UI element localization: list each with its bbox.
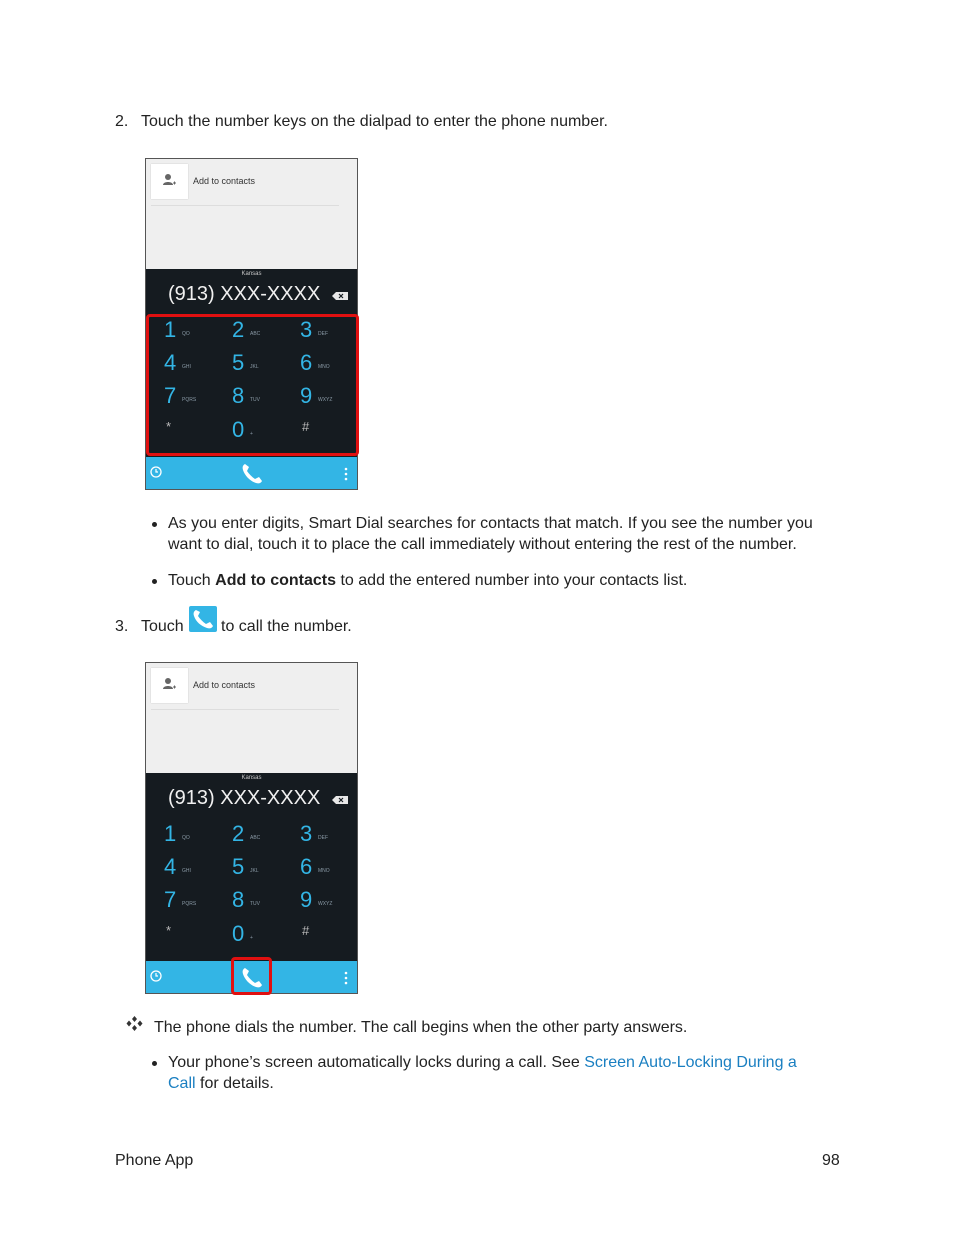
- dialpad-key: [232, 854, 292, 884]
- overflow-menu-icon: [344, 467, 348, 481]
- phone-call-icon: [239, 461, 265, 487]
- clock-icon: [150, 970, 162, 982]
- dialpad-letters: QO: [182, 835, 190, 841]
- add-contact-icon: [162, 677, 176, 691]
- diamond-bullet-icon: [126, 1016, 143, 1031]
- dialpad-digit: 6: [300, 854, 313, 879]
- dialpad-digit: 5: [232, 854, 245, 879]
- add-to-contacts-label: Add to contacts: [193, 176, 256, 186]
- call-button-highlight: [231, 957, 272, 995]
- dialpad-key: [300, 921, 358, 951]
- page-number: 98: [822, 1152, 840, 1169]
- overflow-menu-icon: [344, 971, 348, 985]
- dialpad-key: [300, 854, 358, 884]
- dialpad-digit: 7: [164, 887, 177, 912]
- location-label: Kansas: [241, 271, 262, 277]
- contacts-area: [146, 159, 357, 269]
- add-contact-card: [151, 668, 188, 703]
- dialpad-letters: GHI: [182, 364, 191, 370]
- dialpad-letters: TUV: [250, 901, 260, 907]
- bullet: [152, 522, 157, 527]
- dialpad-digit: 8: [232, 887, 245, 912]
- dialpad-letters: JKL: [250, 364, 259, 370]
- dialpad-letters: ABC: [250, 331, 261, 337]
- bullet-text: Call for details.: [168, 1075, 274, 1092]
- phone-call-icon: [189, 606, 217, 632]
- dialpad-digit: #: [302, 419, 310, 434]
- dialpad-letters: MNO: [318, 868, 330, 874]
- dialpad-digit: 0: [232, 417, 245, 442]
- dialpad-digit: 9: [300, 383, 313, 408]
- step-text: Touch the number keys on the dialpad to enter the phone number.: [141, 113, 608, 130]
- dialer-screenshot: [145, 662, 358, 994]
- dialpad-letters: +: [250, 935, 253, 941]
- dialpad-digit: 1: [164, 821, 177, 846]
- add-contact-icon: [162, 173, 176, 187]
- dialpad-digit: 5: [232, 350, 245, 375]
- dialpad-digit: 0: [232, 921, 245, 946]
- dialpad-digit: 8: [232, 383, 245, 408]
- dialpad-letters: +: [250, 431, 253, 437]
- step-number: 2.: [115, 113, 129, 130]
- dialpad-key: [232, 821, 292, 851]
- dialpad-letters: PQRS: [182, 397, 197, 403]
- dialpad-key: [232, 887, 292, 917]
- dialpad-digit: *: [166, 923, 172, 938]
- add-to-contacts-label: Add to contacts: [193, 680, 256, 690]
- dialpad-letters: WXYZ: [318, 397, 333, 403]
- screen-auto-locking-link[interactable]: Call: [168, 1075, 196, 1092]
- dialpad-digit: 6: [300, 350, 313, 375]
- dialpad-digit: 3: [300, 821, 313, 846]
- dialpad-digit: #: [302, 923, 310, 938]
- dialpad-letters: MNO: [318, 364, 330, 370]
- dialpad-digit: 4: [164, 854, 177, 879]
- dialpad-letters: ABC: [250, 835, 261, 841]
- backspace-icon: [332, 796, 348, 804]
- dialpad-letters: DEF: [318, 331, 328, 337]
- dialpad-digit: 2: [232, 317, 245, 342]
- step-number: 3.: [115, 618, 129, 635]
- dialpad-digit: 4: [164, 350, 177, 375]
- footer-section: Phone App: [115, 1152, 194, 1169]
- dialpad-digit: 7: [164, 383, 177, 408]
- dialpad-letters: DEF: [318, 835, 328, 841]
- step-text: to call the number.: [221, 618, 352, 635]
- dialed-number: (913) XXX-XXXX: [168, 787, 321, 809]
- add-contact-card: [151, 164, 188, 199]
- bullet-text: As you enter digits, Smart Dial searches for contacts that match. If you see the number you: [168, 515, 813, 532]
- dialed-number: (913) XXX-XXXX: [168, 283, 321, 305]
- dialpad-key: [164, 854, 224, 884]
- dialpad-key: [164, 887, 224, 917]
- dialpad-letters: GHI: [182, 868, 191, 874]
- dialpad-letters: QO: [182, 331, 190, 337]
- add-to-contacts-term: Add to contacts: [215, 572, 337, 589]
- bullet-text: Touch Add to contacts to add the entered number into your contacts list.: [168, 572, 688, 589]
- dialpad-key: [164, 921, 224, 951]
- action-bar: [146, 457, 357, 490]
- dialpad-digit: 1: [164, 317, 177, 342]
- bullet-text: Your phone’s screen automatically locks during a call. See Screen Auto-Locking During a: [168, 1054, 797, 1071]
- contacts-area: [146, 663, 357, 773]
- dialpad-digit: 2: [232, 821, 245, 846]
- dialpad-digit: 9: [300, 887, 313, 912]
- dialpad-letters: JKL: [250, 868, 259, 874]
- screen-auto-locking-link[interactable]: Screen Auto-Locking During a: [584, 1054, 797, 1071]
- location-label: Kansas: [241, 775, 262, 781]
- dialpad-key: [300, 887, 358, 917]
- dialpad-digit: *: [166, 419, 172, 434]
- dialpad-digit: 3: [300, 317, 313, 342]
- divider: [151, 709, 339, 710]
- dialpad-letters: WXYZ: [318, 901, 333, 907]
- dialpad-highlight: [146, 314, 359, 456]
- backspace-icon: [332, 292, 348, 300]
- clock-icon: [150, 466, 162, 478]
- bullet-text: want to dial, touch it to place the call immediately without entering the rest of the number.: [168, 536, 797, 553]
- step-text: Touch: [141, 618, 184, 635]
- dialpad-key: [232, 921, 292, 951]
- note-text: The phone dials the number. The call begins when the other party answers.: [154, 1019, 688, 1036]
- divider: [151, 205, 339, 206]
- bullet: [152, 1061, 157, 1066]
- dialpad-letters: TUV: [250, 397, 260, 403]
- dialpad-key: [300, 821, 358, 851]
- dialpad-key: [164, 821, 224, 851]
- bullet: [152, 579, 157, 584]
- dialpad-letters: PQRS: [182, 901, 197, 907]
